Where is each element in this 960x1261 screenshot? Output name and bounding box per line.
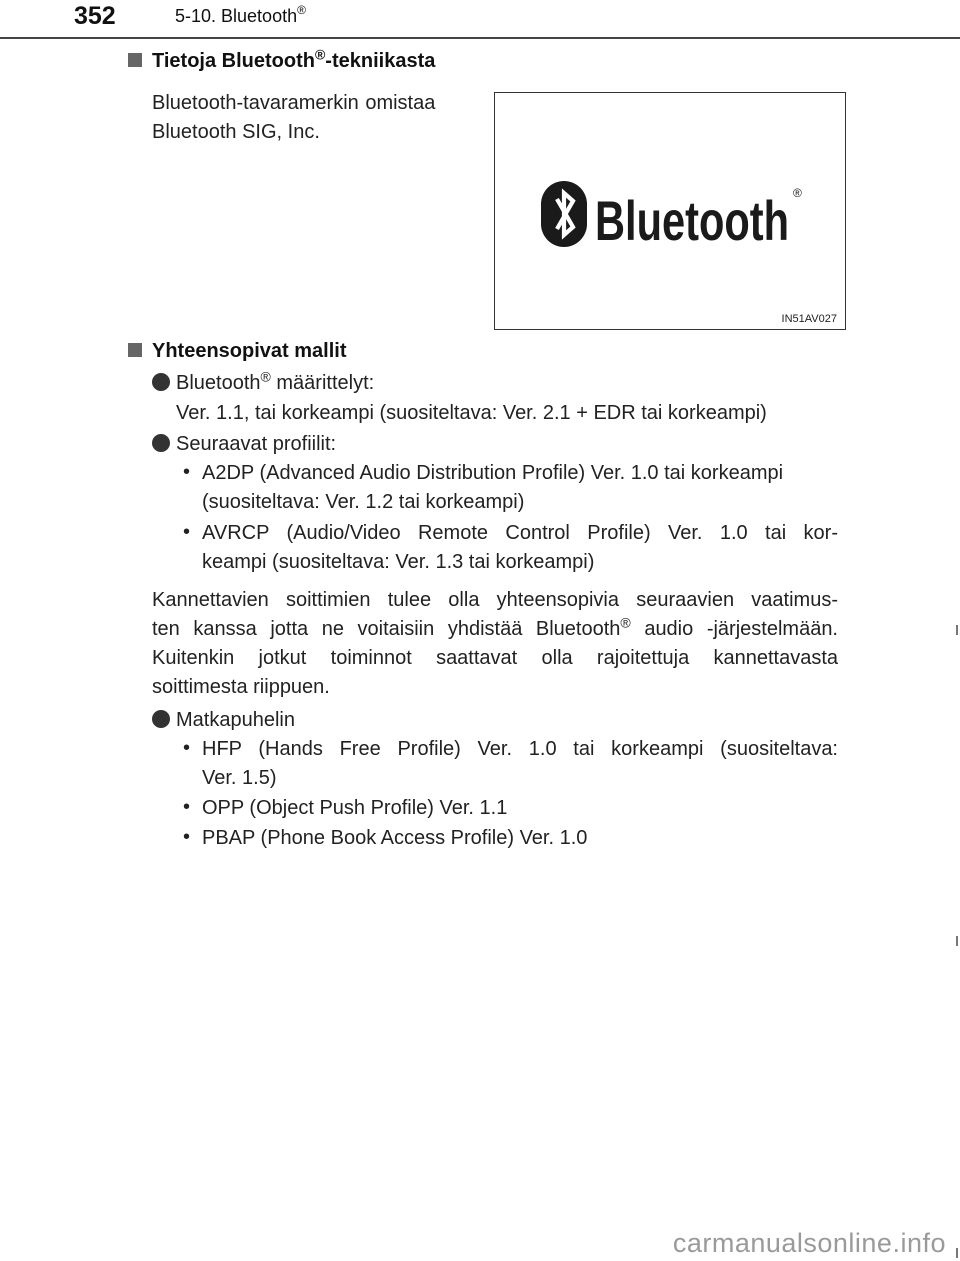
bullet-dot: • [183,737,191,759]
logo-registered-mark: ® [793,186,802,200]
opp-line: OPP (Object Push Profile) Ver. 1.1 [202,797,508,819]
figure-code: IN51AV027 [781,313,837,325]
about-heading: Tietoja Bluetooth®-tekniikasta [128,50,435,73]
bullet-dot: • [183,826,191,848]
pbap-line: PBAP (Phone Book Access Profile) Ver. 1.0 [202,827,588,849]
square-bullet-icon [128,53,142,67]
margin-mark [956,1248,958,1258]
circle-bullet-icon [152,373,170,391]
a2dp-line-1: A2DP (Advanced Audio Distribution Profile) Ver. 1.0 tai korkeampi [202,462,784,484]
margin-mark [956,936,958,946]
compat-heading: Yhteensopivat mallit [128,340,347,363]
page-number: 352 [74,2,116,30]
paragraph-line-1: Kannettavien soittimien tulee olla yhteensopivia seuraavien vaatimus- [152,589,838,611]
circle-bullet-icon [152,710,170,728]
about-line-2: Bluetooth SIG, Inc. [152,121,320,143]
hfp-line-1: HFP (Hands Free Profile) Ver. 1.0 tai korkeampi (suositeltava: [202,738,838,760]
phone-item: Matkapuhelin [152,706,295,734]
avrcp-line-1: AVRCP (Audio/Video Remote Control Profile) Ver. 1.0 tai kor- [202,522,838,544]
square-bullet-icon [128,343,142,357]
paragraph-line-2: ten kanssa jotta ne voitaisiin yhdistää Bluetooth® audio -järjestelmään. [152,614,838,640]
spec-detail: Ver. 1.1, tai korkeampi (suositeltava: Ver. 2.1 + EDR tai korkeampi) [176,402,767,424]
hfp-line-2: Ver. 1.5) [202,767,277,789]
paragraph-line-3: Kuitenkin jotkut toiminnot saattavat olla rajoitettuja kannettavasta [152,647,838,669]
bullet-dot: • [183,796,191,818]
header-divider [0,37,960,39]
margin-mark [956,625,958,635]
profiles-item: Seuraavat profiilit: [152,430,336,458]
bullet-dot: • [183,521,191,543]
bullet-dot: • [183,461,191,483]
about-line-1: Bluetooth-tavaramerkin omistaa [152,92,436,114]
bluetooth-logo [539,179,809,249]
page-header [0,0,960,40]
circle-bullet-icon [152,434,170,452]
bluetooth-logo-figure [494,92,846,330]
paragraph-line-4: soittimesta riippuen. [152,676,330,698]
a2dp-line-2: (suositeltava: Ver. 1.2 tai korkeampi) [202,491,525,513]
watermark: carmanualsonline.info [672,1228,946,1258]
avrcp-line-2: keampi (suositeltava: Ver. 1.3 tai korkeampi) [202,551,595,573]
section-title: 5-10. Bluetooth® [175,3,306,26]
spec-item: Bluetooth® määrittelyt: [152,369,374,397]
logo-wordmark: Bluetooth [595,189,789,249]
